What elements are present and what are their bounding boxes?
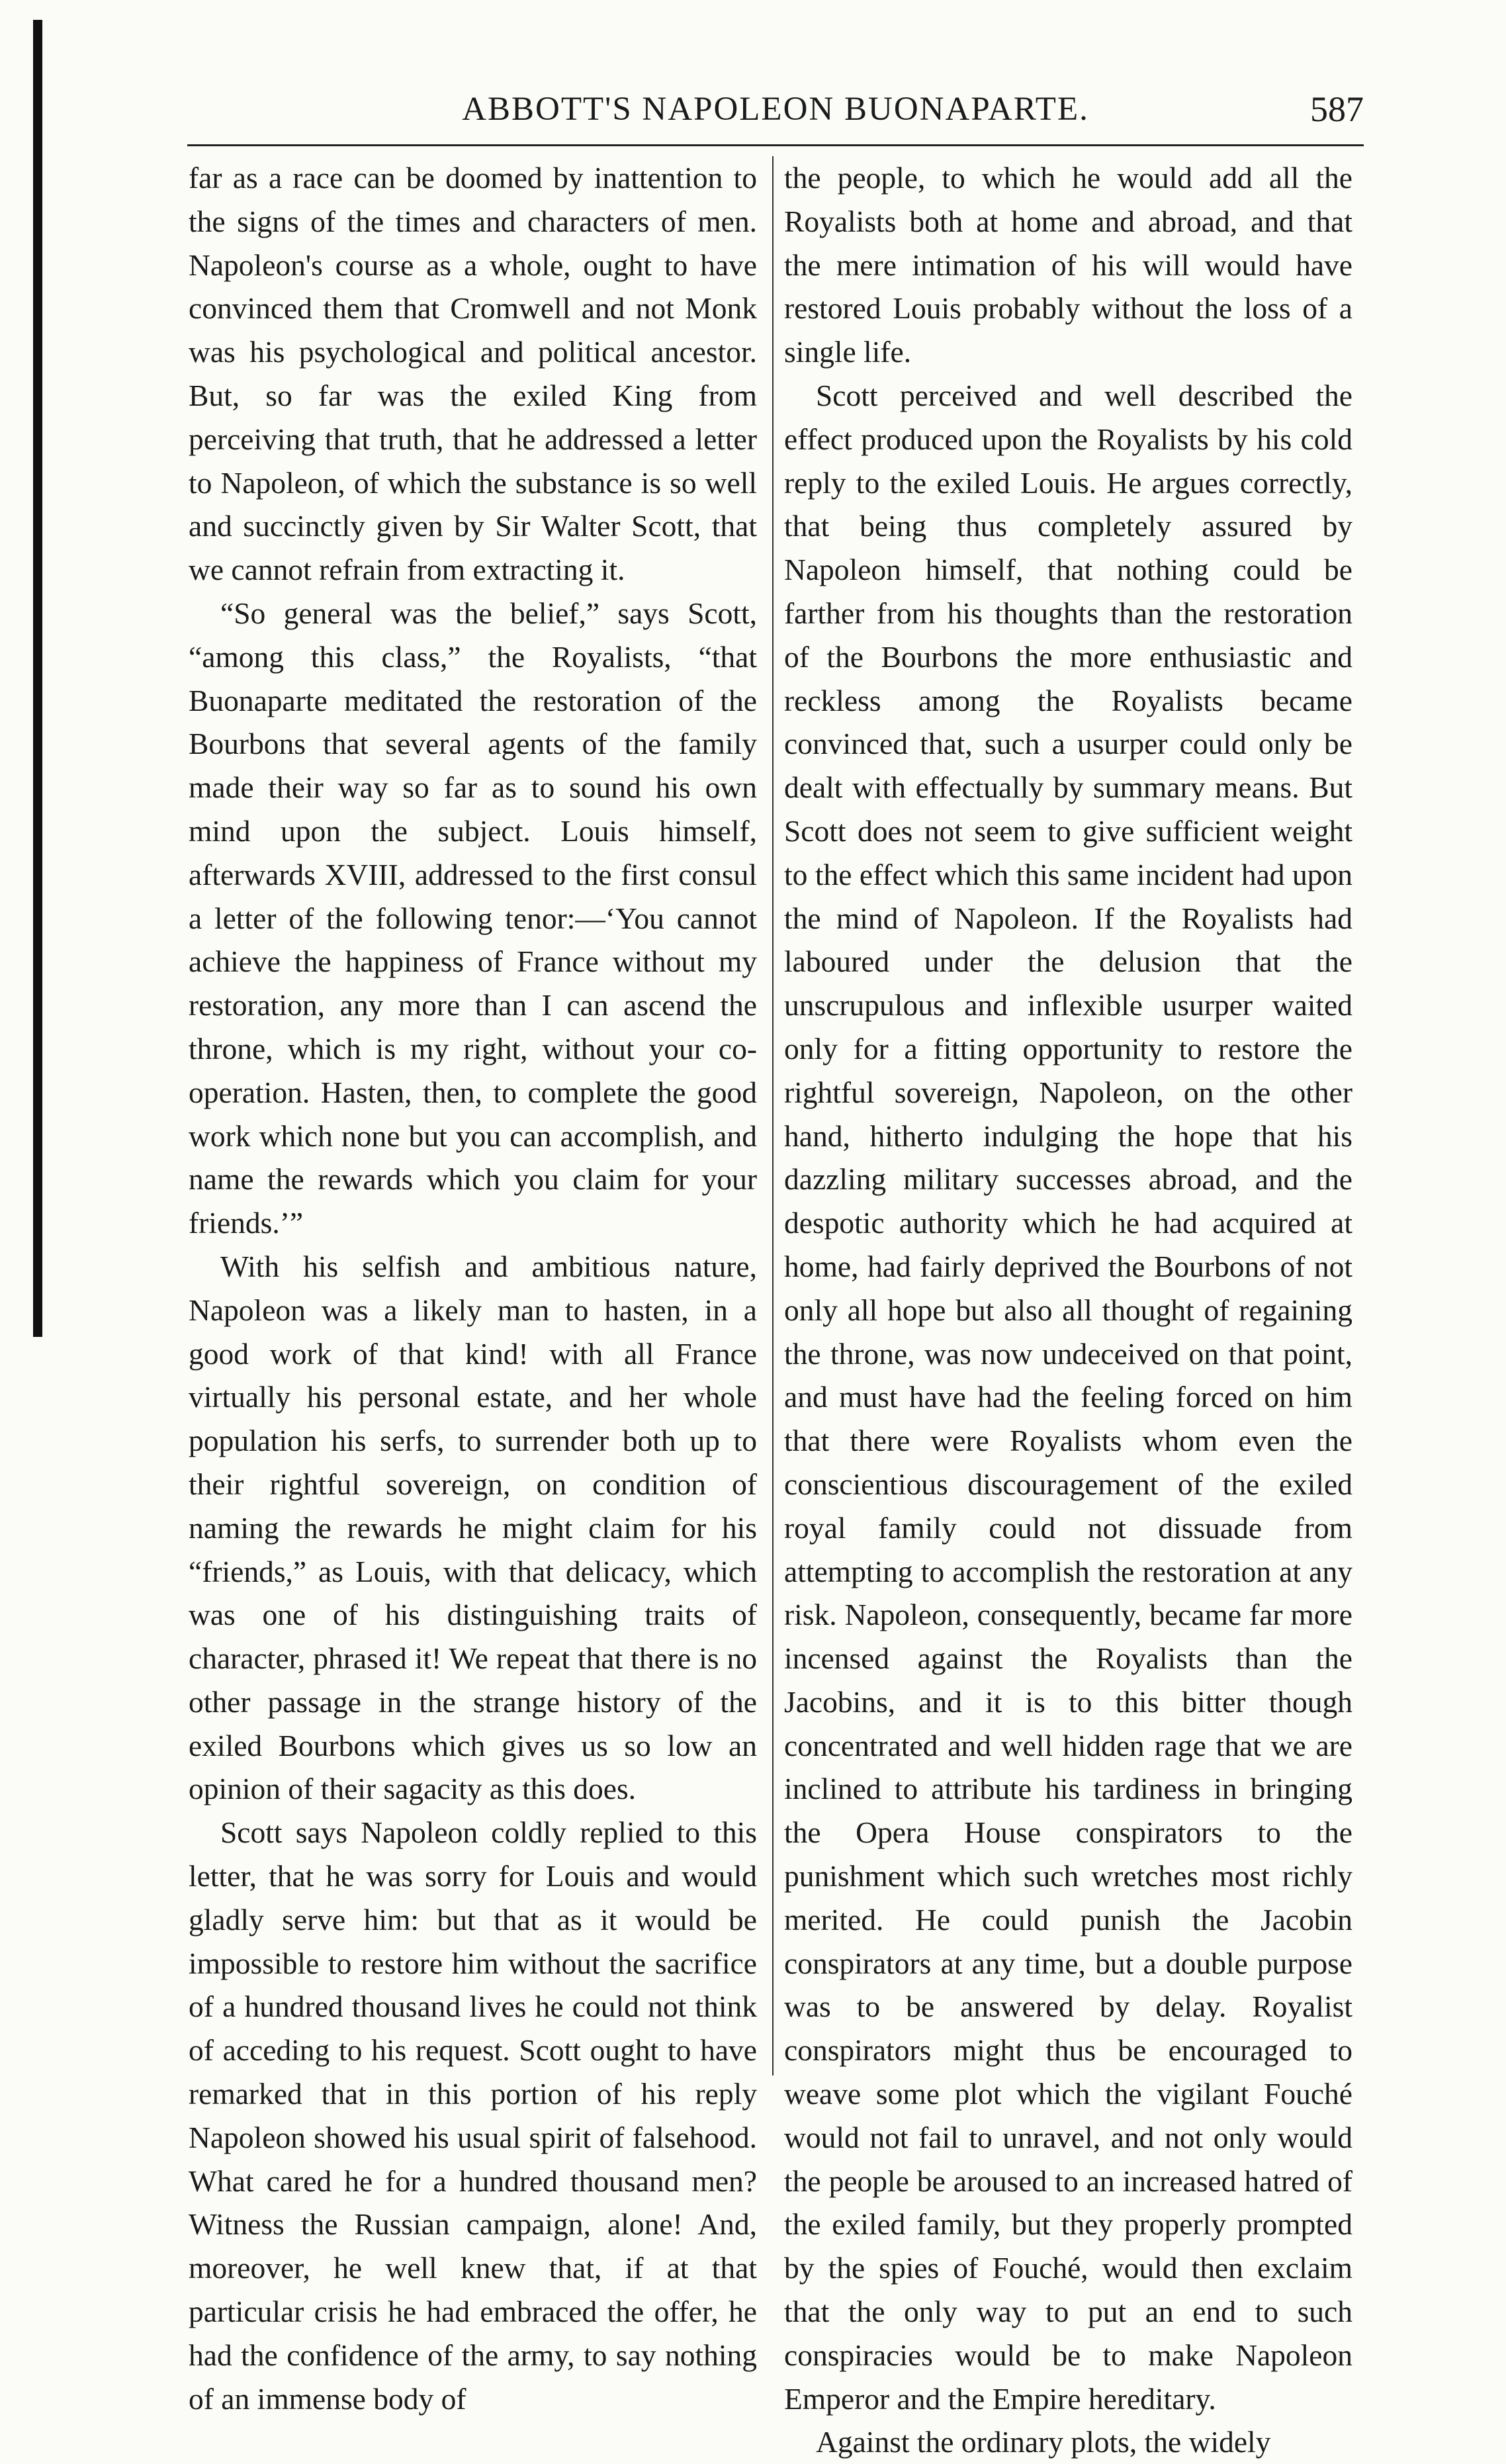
right-column <box>784 156 1352 2464</box>
page-number: 587 <box>1310 89 1364 129</box>
paragraph: “So general was the belief,” says Scott, “among this class,” the Royalists, “that Buonaparte meditated the restoration of the Bourbons that several agents of the family made their way so far as to sound his own mind upon the subject. Louis himself, afterwards XVIII, addressed to the first consul a letter of the following tenor:—‘You cannot achieve the happiness of France without my restoration, any more than I can ascend the throne, which is my right, without your co-operation. Hasten, then, to complete the good work which none but you can accomplish, and name the rewards which you claim for your friends.’” <box>189 596 757 1240</box>
paragraph: Scott perceived and well described the effect produced upon the Royalists by his cold reply to the exiled Louis. He argues correctly, that being thus completely assured by Napoleon himself, that nothing could be farther from his thoughts than the restoration of the Bourbons the more enthusiastic and reckless among the Royalists became convinced that, such a usurper could only be dealt with effectually by summary means. But Scott does not seem to give sufficient weight to the effect which this same incident had upon the mind of Napoleon. If the Royalists had laboured under the delusion that the unscrupulous and inflexible usurper waited only for a fitting opportunity to restore the rightful sovereign, Napoleon, on the other hand, hitherto indulging the hope that his dazzling military successes abroad, and the despotic authority which he had acquired at home, had fairly deprived the Bourbons of not only all hope but also all thought of regaining the throne, was now undeceived on that point, and must have had the feeling forced on him that there were Royalists whom even the conscientious discouragement of the exiled royal family could not dissuade from attempting to accomplish the restoration at any risk. Napoleon, consequently, became far more incensed against the Royalists than the Jacobins, and it is to this bitter though concentrated and well hidden rage that we are inclined to attribute his tardiness in bringing the Opera House conspirators to the punishment which such wretches most richly merited. He could punish the Jacobin conspirators at any time, but a double purpose was to be answered by delay. Royalist conspirators might thus be encouraged to weave some plot which the vigilant Fouché would not fail to unravel, and not only would the people be aroused to an increased hatred of the exiled family, but they properly prompted by the spies of Fouché, would then exclaim that the only way to put an end to such conspiracies would be to make Napoleon Emperor and the Empire hereditary. <box>784 378 1352 2416</box>
column-divider <box>772 156 774 2076</box>
page-header <box>187 85 1364 138</box>
running-title: ABBOTT'S NAPOLEON BUONAPARTE. <box>462 91 1089 128</box>
paragraph: far as a race can be doomed by inattention to the signs of the times and characters of men. Napoleon's course as a whole, ought to have convinced them that Cromwell and not Monk was his psychological and political ancestor. But, so far was the exiled King from perceiving that truth, that he addressed a letter to Napoleon, of which the substance is so well and succinctly given by Sir Walter Scott, that we cannot refrain from extracting it. <box>189 161 757 587</box>
header-rule <box>187 144 1364 146</box>
scan-margin-bar <box>33 20 42 1337</box>
paragraph: Against the ordinary plots, the widely <box>816 2425 1271 2459</box>
paragraph: With his selfish and ambitious nature, Napoleon was a likely man to hasten, in a good work of that kind! with all France virtually his personal estate, and her whole population his serfs, to surrender both up to their rightful sovereign, on condition of naming the rewards he might claim for his “friends,” as Louis, with that delicacy, which was one of his distinguishing traits of character, phrased it! We repeat that there is no other passage in the strange history of the exiled Bourbons which gives us so low an opinion of their sagacity as this does. <box>189 1249 757 1806</box>
paragraph: Scott says Napoleon coldly replied to this letter, that he was sorry for Louis and would gladly serve him: but that as it would be impossible to restore him without the sacrifice of a hundred thousand lives he could not think of acceding to his request. Scott ought to have remarked that in this portion of his reply Napoleon showed his usual spirit of falsehood. What cared he for a hundred thousand men? Witness the Russian campaign, alone! And, moreover, he well knew that, if at that particular crisis he had embraced the offer, he had the confidence of the army, to say nothing of an immense body of <box>189 1815 757 2416</box>
left-column <box>189 156 757 2420</box>
paragraph: the people, to which he would add all the Royalists both at home and abroad, and that the mere intimation of his will would have restored Louis probably without the loss of a single life. <box>784 161 1352 369</box>
